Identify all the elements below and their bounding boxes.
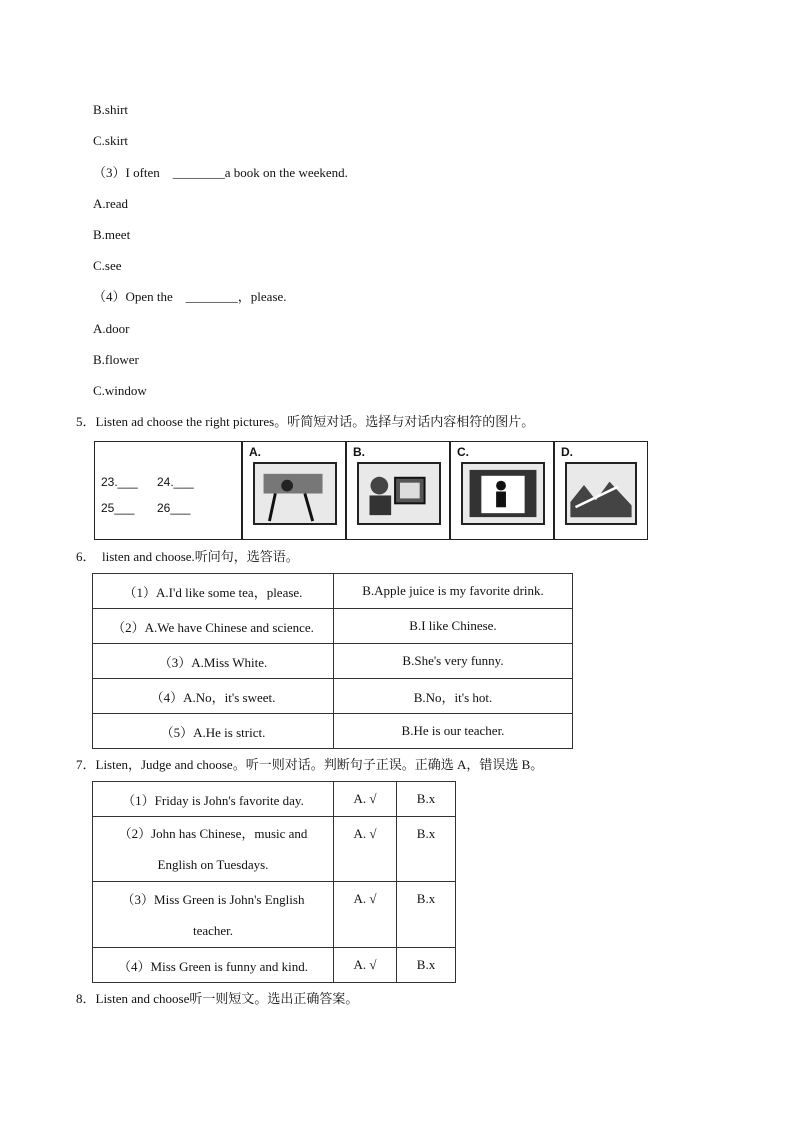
option-window: C.window <box>93 383 147 398</box>
picture-c-label: C. <box>457 445 469 459</box>
statement-cell <box>93 948 334 983</box>
scene-picture-icon <box>565 462 637 525</box>
blank-23: 23.___ <box>101 475 138 489</box>
picture-strip <box>94 441 648 540</box>
false-choice[interactable]: B.x <box>397 782 456 817</box>
classroom-picture-icon <box>253 462 337 525</box>
option-b-cell[interactable]: B.He is our teacher. <box>334 714 573 749</box>
table-row <box>93 714 573 749</box>
statement-text: （1）Friday is John's favorite day. <box>122 792 304 808</box>
option-a-cell[interactable]: （3）A.Miss White. <box>93 644 334 679</box>
false-choice[interactable]: B.x <box>397 882 456 948</box>
statement-text-line2: teacher. <box>192 922 234 938</box>
table-row <box>93 609 573 644</box>
false-choice[interactable]: B.x <box>397 817 456 882</box>
option-door: A.door <box>93 321 130 336</box>
option-skirt: C.skirt <box>93 133 129 148</box>
option-meet: B.meet <box>93 227 131 242</box>
question-8-title: 8．Listen and choose听一则短文。选出正确答案。 <box>76 991 359 1006</box>
option-a-cell[interactable]: （5）A.He is strict. <box>93 714 334 749</box>
statement-cell <box>93 882 334 948</box>
person-picture-icon <box>461 462 545 525</box>
question-7-table <box>92 781 456 983</box>
statement-text: （2）John has Chinese，music and <box>118 826 308 841</box>
question-4-stem: （4）Open the ________，please. <box>93 289 287 304</box>
table-row <box>93 782 456 817</box>
question-6-table <box>92 573 573 749</box>
statement-cell <box>93 782 334 817</box>
table-row <box>93 817 456 882</box>
picture-b-label: B. <box>353 445 365 459</box>
picture-d-label: D. <box>561 445 573 459</box>
statement-text: （3）Miss Green is John's English <box>121 891 305 907</box>
true-choice[interactable]: A. √ <box>334 948 397 983</box>
table-row <box>93 882 456 948</box>
question-3-stem: （3）I often ________a book on the weekend. <box>93 165 348 180</box>
true-choice[interactable]: A. √ <box>334 882 397 948</box>
option-a-cell[interactable]: （1）A.I'd like some tea，please. <box>93 574 334 609</box>
table-row <box>93 574 573 609</box>
option-b-cell[interactable]: B.Apple juice is my favorite drink. <box>334 574 573 609</box>
option-a-cell[interactable]: （4）A.No，it's sweet. <box>93 679 334 714</box>
option-shirt: B.shirt <box>93 102 129 117</box>
option-flower: B.flower <box>93 352 139 367</box>
blank-24: 24.___ <box>157 475 194 489</box>
question-7-title: 7．Listen，Judge and choose。听一则对话。判断句子正误。正确选 A，错误选 B。 <box>76 757 544 772</box>
blank-26: 26___ <box>157 501 191 515</box>
table-row <box>93 948 456 983</box>
picture-a-cell[interactable] <box>243 442 347 539</box>
question-6-title: 6． listen and choose.听问句，选答语。 <box>76 549 299 564</box>
question-5-title: 5．Listen ad choose the right pictures。听简短对话。选择与对话内容相符的图片。 <box>76 414 535 429</box>
statement-cell <box>93 817 334 882</box>
table-row <box>93 644 573 679</box>
option-b-cell[interactable]: B.I like Chinese. <box>334 609 573 644</box>
blank-numbers-cell <box>95 442 243 539</box>
option-b-cell[interactable]: B.No，it's hot. <box>334 679 573 714</box>
statement-text-line2: English on Tuesdays. <box>157 857 269 872</box>
option-see: C.see <box>93 258 122 273</box>
picture-a-label: A. <box>249 445 261 459</box>
tv-watching-picture-icon <box>357 462 441 525</box>
true-choice[interactable]: A. √ <box>334 817 397 882</box>
false-choice[interactable]: B.x <box>397 948 456 983</box>
picture-b-cell[interactable] <box>347 442 451 539</box>
picture-d-cell[interactable] <box>555 442 645 539</box>
statement-text: （4）Miss Green is funny and kind. <box>118 958 308 974</box>
true-choice[interactable]: A. √ <box>334 782 397 817</box>
option-b-cell[interactable]: B.She's very funny. <box>334 644 573 679</box>
option-read: A.read <box>93 196 129 211</box>
table-row <box>93 679 573 714</box>
blank-25: 25___ <box>101 501 135 515</box>
option-a-cell[interactable]: （2）A.We have Chinese and science. <box>93 609 334 644</box>
picture-c-cell[interactable] <box>451 442 555 539</box>
